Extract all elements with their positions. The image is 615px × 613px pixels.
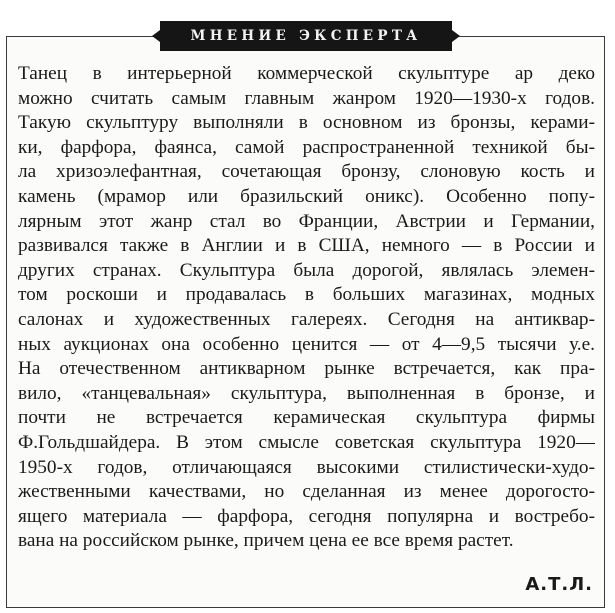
article-line: можно считать самым главным жанром 1920—1930-х годов. xyxy=(18,87,595,109)
section-header xyxy=(160,21,452,51)
article-line: ки, фарфора, фаянса, самой распространенной техникой бы- xyxy=(18,136,595,158)
author-signature: А.Т.Л. xyxy=(525,574,593,595)
article-line: вана на российском рынке, причем цена ее все время растет. xyxy=(18,530,514,552)
article-line: салонах и художественных галереях. Сегодня на антиквар- xyxy=(18,308,595,330)
article-line: Танец в интерьерной коммерческой скульптуре ар деко xyxy=(18,63,595,84)
article-line: развивался также в Англии и в США, немного — в России и xyxy=(18,235,595,257)
article-line: лярным этот жанр стал во Франции, Австрии и Германии, xyxy=(18,210,595,232)
section-title: МНЕНИЕ ЭКСПЕРТА xyxy=(190,28,422,44)
article-line: ла хризоэлефантная, сочетающая бронзу, слоновую кость и xyxy=(18,161,595,183)
article-line: 1950-х годов, отличающаяся высокими стилистически-худо- xyxy=(18,456,595,478)
article-body xyxy=(18,62,595,554)
article-line: Такую скульптуру выполняли в основном из бронзы, керами- xyxy=(18,112,595,134)
article-line: Ф.Гольдшайдера. В этом смысле советская скульптура 1920— xyxy=(18,431,595,453)
article-line: других странах. Скульптура была дорогой, являлась элемен- xyxy=(18,259,595,281)
article-line: ящего материала — фарфора, сегодня популярна и востребо- xyxy=(18,505,595,527)
article-line: том роскоши и продавалась в больших магазинах, модных xyxy=(18,284,595,306)
article-line: почти не встречается керамическая скульптура фирмы xyxy=(18,407,595,429)
article-line: камень (мрамор или бразильский оникс). Особенно попу- xyxy=(18,185,595,207)
article-line: жественными качествами, но сделанная из менее дорогосто- xyxy=(18,481,595,503)
article-line: ных аукционах она особенно ценится — от 4—9,5 тысячи у.е. xyxy=(18,333,595,355)
article-line: На отечественном антикварном рынке встречается, как пра- xyxy=(18,358,595,380)
article-line: вило, «танцевальная» скульптура, выполненная в бронзе, и xyxy=(18,382,595,404)
